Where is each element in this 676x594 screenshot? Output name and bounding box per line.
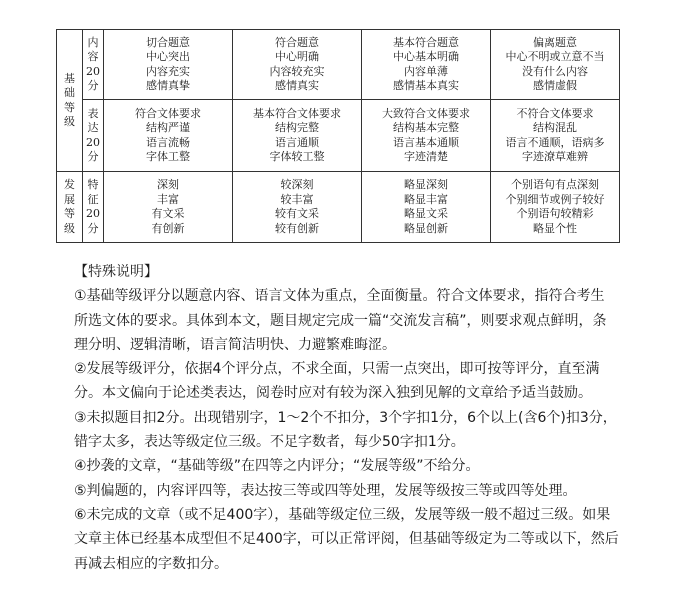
cell-line: 大致符合文体要求 [382, 106, 470, 120]
category-char: 等 [64, 100, 75, 114]
cell-line: 较丰富 [280, 192, 314, 206]
grade-cell-4 [491, 100, 620, 172]
note-line: 错字太多，表达等级定位三级。不足字数者，每少50字扣1分。 [74, 434, 465, 451]
table-row [57, 172, 620, 243]
cell-line: 结构严谨 [146, 121, 190, 134]
category-char: 发 [64, 178, 75, 191]
grade-cell-4 [491, 30, 620, 100]
criterion-char: 20 [86, 207, 100, 220]
grade-cell-3 [362, 100, 491, 172]
cell-line: 符合题意 [275, 35, 319, 49]
note-line: ②发展等级评分，依据4个评分点，不求全面，只需一点突出，即可按等评分，直至满 [74, 361, 600, 378]
cell-line: 内容较充实 [269, 64, 325, 78]
cell-line: 符合文体要求 [135, 106, 201, 120]
cell-line: 略显深刻 [404, 178, 448, 191]
grade-cell-2 [233, 172, 362, 243]
cell-line: 中心不明或立意不当 [505, 50, 605, 63]
table-row [57, 100, 620, 172]
category-basic [57, 30, 83, 172]
grade-cell-3 [362, 30, 491, 100]
criterion-char: 20 [86, 135, 100, 149]
table-row [57, 30, 620, 100]
cell-line: 字体较工整 [269, 150, 325, 163]
cell-line: 有创新 [151, 221, 185, 235]
note-line: 再减去相应的字数扣分。 [74, 555, 228, 572]
cell-line: 语言通顺 [275, 135, 319, 149]
cell-line: 中心基本明确 [393, 50, 459, 63]
criterion-char: 内 [87, 35, 99, 49]
criterion-char: 容 [87, 50, 99, 63]
cell-line: 感情基本真实 [393, 79, 459, 92]
cell-line: 感情虚假 [533, 79, 577, 92]
criterion-char: 表 [87, 106, 99, 120]
category-char: 础 [64, 86, 75, 99]
cell-line: 字迹潦草难辨 [522, 150, 588, 163]
criterion-feature [83, 172, 104, 243]
criterion-content [83, 30, 104, 100]
grade-cell-2 [233, 100, 362, 172]
category-development [57, 172, 83, 243]
cell-line: 语言流畅 [146, 135, 190, 149]
special-notes [74, 260, 654, 576]
cell-line: 切合题意 [146, 35, 190, 49]
cell-line: 有文采 [151, 207, 185, 220]
criterion-expression [83, 100, 104, 172]
cell-line: 略显丰富 [404, 192, 448, 206]
note-line: ⑤判偏题的，内容评四等，表达按三等或四等处理，发展等级按三等或四等处理。 [74, 482, 577, 499]
grade-cell-3 [362, 172, 491, 243]
category-char: 基 [64, 71, 75, 85]
note-line: ④抄袭的文章，“基础等级”在四等之内评分；“发展等级”不给分。 [74, 458, 480, 475]
cell-line: 语言基本通顺 [393, 135, 459, 149]
grade-cell-1 [104, 172, 233, 243]
cell-line: 基本符合文体要求 [253, 106, 341, 120]
cell-line: 个别细节或例子较好 [505, 192, 605, 206]
cell-line: 略显文采 [404, 207, 448, 220]
grade-cell-1 [104, 30, 233, 100]
category-char: 级 [64, 221, 75, 235]
note-line: 所选文体的要求。具体到本文，题目规定完成一篇“交流发言稿”，则要求观点鲜明，条 [74, 312, 607, 329]
note-line: ③未拟题目扣2分。出现错别字，1～2个不扣分，3个字扣1分，6个以上(含6个)扣3分， [74, 409, 617, 426]
criterion-char: 征 [87, 192, 99, 206]
criterion-char: 达 [87, 121, 99, 134]
note-line: ⑥未完成的文章（或不足400字），基础等级定位三级，发展等级一般不超过三级。如果 [74, 506, 611, 523]
cell-line: 字体工整 [146, 150, 190, 163]
criterion-char: 分 [87, 150, 99, 163]
cell-line: 中心突出 [146, 50, 190, 63]
note-line: 理分明、逻辑清晰，语言简洁明快、力避繁难晦涩。 [74, 336, 396, 353]
cell-line: 深刻 [157, 178, 179, 191]
cell-line: 感情真挚 [146, 79, 190, 92]
cell-line: 丰富 [157, 192, 179, 206]
cell-line: 结构混乱 [533, 121, 577, 134]
cell-line: 内容充实 [146, 64, 190, 78]
grade-cell-4 [491, 172, 620, 243]
note-line: 文章主体已经基本成型但不足400字，可以正常评阅，但基础等级定为二等或以下，然后 [74, 531, 619, 548]
cell-line: 略显创新 [404, 221, 448, 235]
cell-line: 中心明确 [275, 50, 319, 63]
note-line: ①基础等级评分以题意内容、语言文体为重点，全面衡量。符合文体要求，指符合考生 [74, 288, 605, 305]
cell-line: 没有什么内容 [522, 64, 588, 78]
cell-line: 不符合文体要求 [516, 106, 594, 120]
cell-line: 结构完整 [275, 121, 319, 134]
cell-line: 感情真实 [275, 79, 319, 92]
notes-heading: 【特殊说明】 [74, 264, 158, 280]
criterion-char: 分 [87, 79, 99, 92]
scoring-table [56, 29, 620, 243]
category-char: 展 [64, 192, 75, 206]
grade-cell-2 [233, 30, 362, 100]
cell-line: 较深刻 [280, 178, 314, 191]
cell-line: 内容单薄 [404, 64, 448, 78]
cell-line: 较有创新 [275, 221, 319, 235]
cell-line: 语言不通顺，语病多 [505, 135, 605, 149]
criterion-char: 分 [87, 221, 99, 235]
cell-line: 结构基本完整 [393, 121, 459, 134]
cell-line: 偏离题意 [533, 35, 577, 49]
cell-line: 个别语句有点深刻 [511, 178, 599, 191]
cell-line: 个别语句较精彩 [516, 207, 594, 220]
cell-line: 较有文采 [275, 207, 319, 220]
category-char: 等 [64, 207, 75, 220]
cell-line: 字迹清楚 [404, 150, 448, 163]
category-char: 级 [64, 115, 75, 128]
criterion-char: 20 [86, 64, 100, 78]
cell-line: 基本符合题意 [393, 35, 459, 49]
cell-line: 略显个性 [533, 221, 577, 235]
criterion-char: 特 [87, 178, 99, 191]
grade-cell-1 [104, 100, 233, 172]
note-line: 分。本文偏向于论述类表达，阅卷时应对有较为深入独到见解的文章给予适当鼓励。 [74, 385, 592, 402]
